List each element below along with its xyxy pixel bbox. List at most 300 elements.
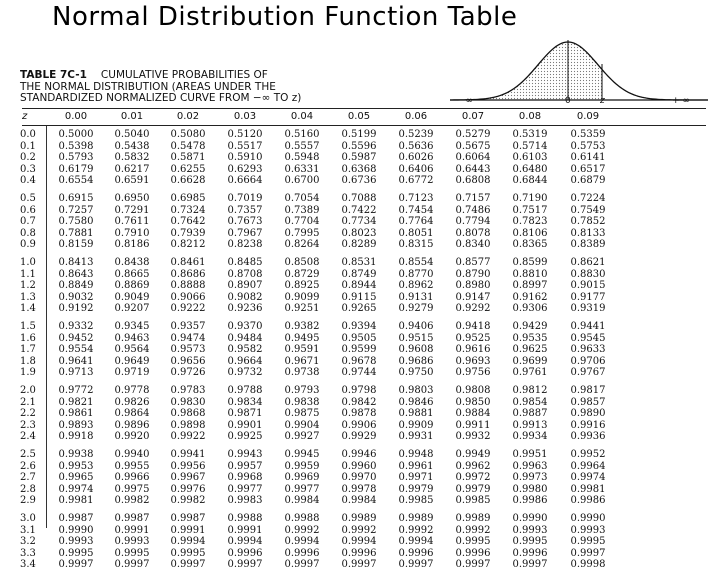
probability-cell: 0.9987 [58, 513, 94, 524]
probability-cell: 0.9995 [170, 547, 206, 559]
probability-cell: 0.9987 [170, 513, 206, 524]
probability-cell: 0.9995 [58, 547, 94, 559]
probability-cell: 0.9778 [114, 385, 150, 396]
table-row [0, 175, 720, 187]
probability-cell: 0.9664 [227, 355, 263, 367]
probability-cell: 0.9952 [570, 449, 606, 460]
probability-cell: 0.9987 [114, 513, 150, 524]
probability-cell: 0.8907 [227, 280, 263, 292]
header-rule-bottom [22, 125, 706, 126]
probability-cell: 0.9656 [170, 355, 206, 367]
probability-cell: 0.8944 [341, 280, 377, 292]
z-value: 2.9 [20, 495, 36, 507]
probability-cell: 0.5080 [170, 129, 206, 140]
z-value: 1.2 [20, 280, 36, 292]
probability-cell: 0.9959 [284, 460, 320, 472]
probability-cell: 0.9306 [512, 303, 548, 315]
table-row [0, 129, 720, 141]
probability-cell: 0.7291 [114, 204, 150, 216]
table-row [0, 269, 720, 281]
probability-cell: 0.8770 [398, 268, 434, 280]
column-header: 0.05 [347, 111, 371, 122]
normal-curve-svg [450, 34, 708, 108]
probability-cell: 0.9904 [284, 419, 320, 431]
probability-cell: 0.9898 [170, 419, 206, 431]
probability-cell: 0.9798 [341, 385, 377, 396]
probability-cell: 0.8485 [227, 257, 263, 268]
probability-cell: 0.5596 [341, 140, 377, 152]
probability-cell: 0.7190 [512, 193, 548, 204]
probability-cell: 0.7764 [398, 216, 434, 228]
probability-cell: 0.6808 [455, 175, 491, 187]
table-id: TABLE 7C-1 [20, 69, 87, 81]
table-row [0, 321, 720, 333]
probability-cell: 0.9901 [227, 419, 263, 431]
probability-cell: 0.6664 [227, 175, 263, 187]
probability-cell: 0.9582 [227, 344, 263, 356]
z-value: 1.6 [20, 332, 36, 344]
probability-cell: 0.9994 [398, 536, 434, 548]
z-value: 2.0 [20, 385, 36, 396]
probability-cell: 0.9995 [570, 536, 606, 548]
table-row [0, 472, 720, 484]
probability-cell: 0.9994 [341, 536, 377, 548]
z-value: 3.0 [20, 513, 36, 524]
caption-line-3: STANDARDIZED NORMALIZED CURVE FROM −∞ TO z) [20, 92, 302, 104]
probability-cell: 0.5948 [284, 152, 320, 164]
probability-cell: 0.9713 [58, 367, 94, 379]
probability-cell: 0.8830 [570, 268, 606, 280]
probability-cell: 0.9842 [341, 396, 377, 408]
probability-cell: 0.9906 [341, 419, 377, 431]
probability-cell: 0.9992 [398, 524, 434, 536]
probability-cell: 0.9986 [512, 495, 548, 507]
probability-cell: 0.9896 [114, 419, 150, 431]
probability-cell: 0.9719 [114, 367, 150, 379]
probability-cell: 0.9878 [341, 408, 377, 420]
probability-cell: 0.9693 [455, 355, 491, 367]
probability-cell: 0.5675 [455, 140, 491, 152]
probability-cell: 0.9993 [114, 536, 150, 548]
probability-cell: 0.9793 [284, 385, 320, 396]
probability-cell: 0.8849 [58, 280, 94, 292]
probability-cell: 0.9990 [570, 513, 606, 524]
probability-cell: 0.9767 [570, 367, 606, 379]
table-row [0, 216, 720, 228]
probability-cell: 0.9554 [58, 344, 94, 356]
table-row [0, 525, 720, 537]
probability-cell: 0.9982 [114, 495, 150, 507]
probability-cell: 0.6700 [284, 175, 320, 187]
probability-cell: 0.9996 [227, 547, 263, 559]
probability-cell: 0.9994 [284, 536, 320, 548]
probability-cell: 0.6628 [170, 175, 206, 187]
probability-cell: 0.8621 [570, 257, 606, 268]
probability-cell: 0.9945 [284, 449, 320, 460]
table-row [0, 408, 720, 420]
probability-cell: 0.9948 [398, 449, 434, 460]
probability-cell: 0.9573 [170, 344, 206, 356]
probability-cell: 0.8159 [58, 239, 94, 251]
probability-cell: 0.6293 [227, 163, 263, 175]
table-row [0, 164, 720, 176]
probability-cell: 0.6736 [341, 175, 377, 187]
probability-cell: 0.9979 [398, 483, 434, 495]
probability-cell: 0.9418 [455, 321, 491, 332]
probability-cell: 0.9927 [284, 431, 320, 443]
probability-cell: 0.7389 [284, 204, 320, 216]
probability-cell: 0.9370 [227, 321, 263, 332]
probability-cell: 0.9960 [341, 460, 377, 472]
probability-cell: 0.9744 [341, 367, 377, 379]
probability-cell: 0.5279 [455, 129, 491, 140]
probability-cell: 0.9649 [114, 355, 150, 367]
probability-cell: 0.9834 [227, 396, 263, 408]
probability-cell: 0.9913 [512, 419, 548, 431]
probability-cell: 0.6064 [455, 152, 491, 164]
probability-cell: 0.9974 [570, 472, 606, 484]
probability-cell: 0.9484 [227, 332, 263, 344]
probability-cell: 0.5714 [512, 140, 548, 152]
probability-cell: 0.9099 [284, 291, 320, 303]
probability-cell: 0.6985 [170, 193, 206, 204]
probability-cell: 0.5040 [114, 129, 150, 140]
table-row [0, 303, 720, 315]
probability-cell: 0.7673 [227, 216, 263, 228]
probability-cell: 0.9788 [227, 385, 263, 396]
probability-cell: 0.9890 [570, 408, 606, 420]
probability-cell: 0.5438 [114, 140, 150, 152]
probability-cell: 0.9706 [570, 355, 606, 367]
probability-cell: 0.8708 [227, 268, 263, 280]
z-value: 2.4 [20, 431, 36, 443]
probability-cell: 0.5832 [114, 152, 150, 164]
probability-cell: 0.9082 [227, 291, 263, 303]
probability-cell: 0.7123 [398, 193, 434, 204]
column-header: 0.08 [518, 111, 542, 122]
probability-cell: 0.9608 [398, 344, 434, 356]
column-header: 0.04 [290, 111, 314, 122]
probability-cell: 0.7995 [284, 227, 320, 239]
probability-cell: 0.9850 [455, 396, 491, 408]
probability-cell: 0.9989 [398, 513, 434, 524]
table-row [0, 141, 720, 153]
probability-cell: 0.9997 [170, 559, 206, 571]
probability-cell: 0.9864 [114, 408, 150, 420]
column-header: 0.01 [120, 111, 144, 122]
table-row [0, 292, 720, 304]
probability-cell: 0.9857 [570, 396, 606, 408]
column-header: 0.07 [461, 111, 485, 122]
z-value: 0.1 [20, 140, 36, 152]
z-value: 3.1 [20, 524, 36, 536]
probability-cell: 0.9997 [398, 559, 434, 571]
probability-cell: 0.9929 [341, 431, 377, 443]
probability-cell: 0.9978 [341, 483, 377, 495]
probability-cell: 0.9441 [570, 321, 606, 332]
z-value: 1.3 [20, 291, 36, 303]
probability-cell: 0.9953 [58, 460, 94, 472]
probability-cell: 0.9922 [170, 431, 206, 443]
probability-cell: 0.9995 [114, 547, 150, 559]
probability-cell: 0.6443 [455, 163, 491, 175]
probability-cell: 0.9783 [170, 385, 206, 396]
z-value: 2.8 [20, 483, 36, 495]
probability-cell: 0.9972 [455, 472, 491, 484]
curve-label-z: z [600, 96, 605, 106]
probability-cell: 0.5636 [398, 140, 434, 152]
probability-cell: 0.9251 [284, 303, 320, 315]
probability-cell: 0.7794 [455, 216, 491, 228]
probability-cell: 0.9979 [455, 483, 491, 495]
probability-cell: 0.9997 [284, 559, 320, 571]
probability-cell: 0.9993 [58, 536, 94, 548]
probability-cell: 0.7910 [114, 227, 150, 239]
probability-cell: 0.5239 [398, 129, 434, 140]
normal-curve-figure [450, 34, 708, 108]
table-row [0, 228, 720, 240]
probability-cell: 0.7357 [227, 204, 263, 216]
table-row [0, 193, 720, 205]
probability-cell: 0.6368 [341, 163, 377, 175]
probability-cell: 0.9732 [227, 367, 263, 379]
z-column-header: z [22, 111, 28, 122]
z-value: 2.1 [20, 396, 36, 408]
probability-cell: 0.9887 [512, 408, 548, 420]
probability-cell: 0.6591 [114, 175, 150, 187]
probability-cell: 0.5987 [341, 152, 377, 164]
probability-cell: 0.9826 [114, 396, 150, 408]
probability-cell: 0.9641 [58, 355, 94, 367]
probability-cell: 0.7517 [512, 204, 548, 216]
z-value: 1.4 [20, 303, 36, 315]
probability-cell: 0.9993 [512, 524, 548, 536]
probability-cell: 0.9452 [58, 332, 94, 344]
probability-cell: 0.8461 [170, 257, 206, 268]
probability-cell: 0.9951 [512, 449, 548, 460]
probability-cell: 0.9854 [512, 396, 548, 408]
probability-cell: 0.9429 [512, 321, 548, 332]
z-value: 2.5 [20, 449, 36, 460]
table-row [0, 356, 720, 368]
table-row [0, 548, 720, 560]
probability-cell: 0.9975 [114, 483, 150, 495]
z-value: 3.4 [20, 559, 36, 571]
probability-cell: 0.8340 [455, 239, 491, 251]
probability-cell: 0.7054 [284, 193, 320, 204]
probability-cell: 0.8133 [570, 227, 606, 239]
probability-cell: 0.8106 [512, 227, 548, 239]
probability-cell: 0.9963 [512, 460, 548, 472]
probability-cell: 0.9871 [227, 408, 263, 420]
probability-cell: 0.8051 [398, 227, 434, 239]
z-value: 0.9 [20, 239, 36, 251]
z-value: 0.0 [20, 129, 36, 140]
probability-cell: 0.6879 [570, 175, 606, 187]
z-value: 1.1 [20, 268, 36, 280]
probability-cell: 0.9986 [570, 495, 606, 507]
probability-cell: 0.9977 [227, 483, 263, 495]
table-row [0, 152, 720, 164]
probability-cell: 0.9772 [58, 385, 94, 396]
probability-cell: 0.9989 [455, 513, 491, 524]
probability-cell: 0.9920 [114, 431, 150, 443]
z-value: 0.3 [20, 163, 36, 175]
probability-cell: 0.8365 [512, 239, 548, 251]
probability-cell: 0.7580 [58, 216, 94, 228]
table-row [0, 431, 720, 443]
probability-cell: 0.6915 [58, 193, 94, 204]
probability-cell: 0.5398 [58, 140, 94, 152]
probability-cell: 0.8729 [284, 268, 320, 280]
probability-cell: 0.9382 [284, 321, 320, 332]
probability-cell: 0.9997 [114, 559, 150, 571]
table-row [0, 344, 720, 356]
probability-cell: 0.9977 [284, 483, 320, 495]
probability-cell: 0.9616 [455, 344, 491, 356]
probability-cell: 0.7454 [398, 204, 434, 216]
probability-cell: 0.7642 [170, 216, 206, 228]
z-value: 1.9 [20, 367, 36, 379]
probability-cell: 0.9992 [284, 524, 320, 536]
probability-cell: 0.7324 [170, 204, 206, 216]
probability-cell: 0.7881 [58, 227, 94, 239]
z-value: 2.6 [20, 460, 36, 472]
probability-cell: 0.9131 [398, 291, 434, 303]
probability-cell: 0.8643 [58, 268, 94, 280]
probability-cell: 0.7823 [512, 216, 548, 228]
probability-cell: 0.8078 [455, 227, 491, 239]
probability-cell: 0.6950 [114, 193, 150, 204]
probability-cell: 0.9985 [455, 495, 491, 507]
probability-cell: 0.9971 [398, 472, 434, 484]
caption-line-1 [20, 70, 301, 82]
probability-cell: 0.5871 [170, 152, 206, 164]
probability-cell: 0.9955 [114, 460, 150, 472]
probability-cell: 0.9940 [114, 449, 150, 460]
z-value: 1.7 [20, 344, 36, 356]
z-value: 3.3 [20, 547, 36, 559]
probability-cell: 0.6026 [398, 152, 434, 164]
probability-cell: 0.6772 [398, 175, 434, 187]
probability-cell: 0.7422 [341, 204, 377, 216]
probability-cell: 0.9984 [341, 495, 377, 507]
curve-label-pos-inf: + ∞ [672, 96, 690, 106]
probability-cell: 0.7224 [570, 193, 606, 204]
probability-cell: 0.9992 [341, 524, 377, 536]
probability-cell: 0.9495 [284, 332, 320, 344]
probability-cell: 0.9525 [455, 332, 491, 344]
probability-cell: 0.9394 [341, 321, 377, 332]
probability-cell: 0.9990 [512, 513, 548, 524]
probability-cell: 0.8599 [512, 257, 548, 268]
probability-cell: 0.9984 [284, 495, 320, 507]
probability-cell: 0.5199 [341, 129, 377, 140]
probability-cell: 0.9943 [227, 449, 263, 460]
probability-cell: 0.7967 [227, 227, 263, 239]
table-row [0, 385, 720, 397]
probability-cell: 0.7486 [455, 204, 491, 216]
table-row [0, 333, 720, 345]
table-row [0, 536, 720, 548]
probability-cell: 0.9996 [284, 547, 320, 559]
probability-cell: 0.9761 [512, 367, 548, 379]
probability-cell: 0.9966 [114, 472, 150, 484]
probability-cell: 0.5517 [227, 140, 263, 152]
probability-cell: 0.8508 [284, 257, 320, 268]
probability-cell: 0.9474 [170, 332, 206, 344]
probability-cell: 0.9838 [284, 396, 320, 408]
probability-cell: 0.8554 [398, 257, 434, 268]
probability-cell: 0.6844 [512, 175, 548, 187]
probability-cell: 0.9292 [455, 303, 491, 315]
probability-cell: 0.9968 [227, 472, 263, 484]
probability-cell: 0.9994 [227, 536, 263, 548]
probability-cell: 0.9931 [398, 431, 434, 443]
probability-cell: 0.9998 [570, 559, 606, 571]
z-value: 0.6 [20, 204, 36, 216]
caption-line-2: THE NORMAL DISTRIBUTION (AREAS UNDER THE [20, 80, 276, 93]
probability-cell: 0.9861 [58, 408, 94, 420]
probability-cell: 0.9633 [570, 344, 606, 356]
probability-cell: 0.9983 [227, 495, 263, 507]
probability-cell: 0.9830 [170, 396, 206, 408]
z-value: 2.2 [20, 408, 36, 420]
probability-cell: 0.9997 [341, 559, 377, 571]
probability-cell: 0.9989 [341, 513, 377, 524]
probability-cell: 0.9821 [58, 396, 94, 408]
probability-cell: 0.9997 [58, 559, 94, 571]
probability-cell: 0.6331 [284, 163, 320, 175]
probability-cell: 0.7852 [570, 216, 606, 228]
probability-cell: 0.5319 [512, 129, 548, 140]
probability-cell: 0.8289 [341, 239, 377, 251]
probability-cell: 0.9671 [284, 355, 320, 367]
probability-cell: 0.9726 [170, 367, 206, 379]
probability-cell: 0.9918 [58, 431, 94, 443]
probability-cell: 0.7157 [455, 193, 491, 204]
probability-cell: 0.9997 [227, 559, 263, 571]
z-value: 3.2 [20, 536, 36, 548]
probability-cell: 0.9599 [341, 344, 377, 356]
probability-cell: 0.8315 [398, 239, 434, 251]
probability-cell: 0.9949 [455, 449, 491, 460]
probability-cell: 0.9997 [455, 559, 491, 571]
probability-cell: 0.9147 [455, 291, 491, 303]
probability-cell: 0.5478 [170, 140, 206, 152]
probability-cell: 0.5753 [570, 140, 606, 152]
probability-cell: 0.9938 [58, 449, 94, 460]
probability-cell: 0.8665 [114, 268, 150, 280]
probability-cell: 0.9990 [58, 524, 94, 536]
probability-cell: 0.9875 [284, 408, 320, 420]
probability-cell: 0.9970 [341, 472, 377, 484]
probability-cell: 0.9988 [227, 513, 263, 524]
probability-cell: 0.9916 [570, 419, 606, 431]
header-rule-top [22, 108, 706, 109]
probability-cell: 0.8686 [170, 268, 206, 280]
column-header: 0.00 [64, 111, 88, 122]
probability-cell: 0.9625 [512, 344, 548, 356]
probability-cell: 0.7734 [341, 216, 377, 228]
probability-cell: 0.9015 [570, 280, 606, 292]
probability-cell: 0.9265 [341, 303, 377, 315]
probability-cell: 0.8023 [341, 227, 377, 239]
probability-cell: 0.9686 [398, 355, 434, 367]
probability-cell: 0.9997 [570, 547, 606, 559]
table-row [0, 461, 720, 473]
table-row [0, 484, 720, 496]
